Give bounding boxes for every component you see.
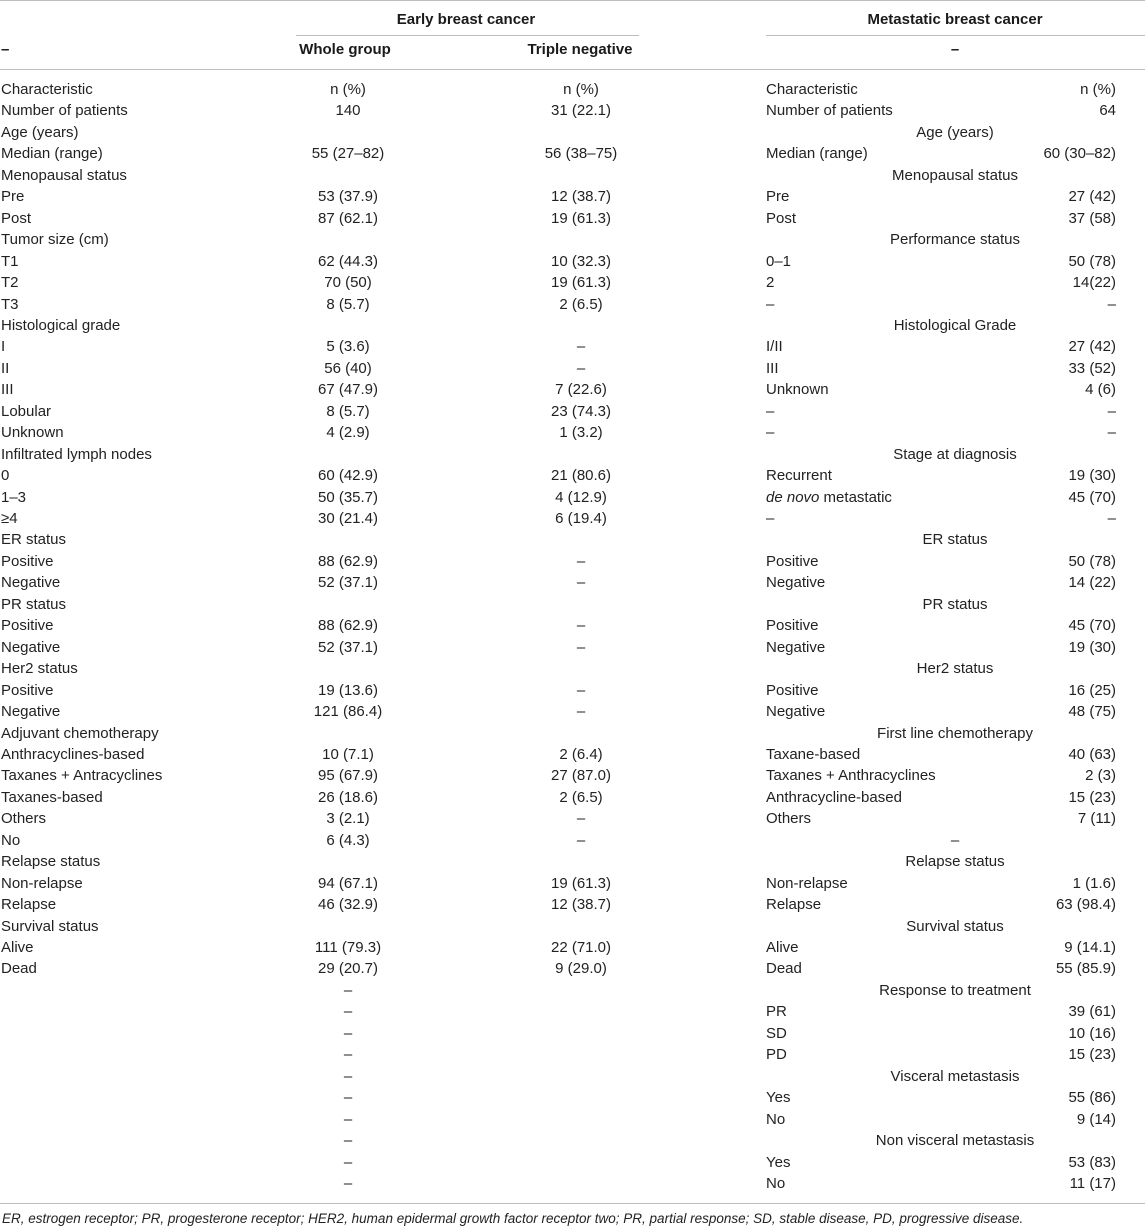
metastatic-value: 64: [1099, 102, 1116, 120]
whole-group-value: 140: [335, 102, 361, 120]
whole-group-value: 121 (86.4): [313, 703, 383, 721]
row-label: Infiltrated lymph nodes: [1, 445, 152, 463]
row-label: III: [1, 381, 14, 399]
metastatic-label: Taxane-based: [766, 745, 861, 763]
metastatic-section-label: Visceral metastasis: [890, 1067, 1020, 1085]
whole-group-value: 3 (2.1): [326, 810, 370, 828]
whole-group-value: 55 (27–82): [311, 145, 385, 163]
triple-negative-value: –: [576, 359, 586, 377]
triple-negative-value: –: [576, 638, 586, 656]
whole-group-value: –: [343, 981, 353, 999]
metastatic-value: 10 (16): [1068, 1024, 1116, 1042]
triple-negative-value: 31 (22.1): [550, 102, 612, 120]
metastatic-label: –: [766, 424, 775, 442]
whole-group-value: 52 (37.1): [317, 638, 379, 656]
metastatic-label: Negative: [766, 703, 826, 721]
row-label: Alive: [1, 939, 34, 956]
triple-negative-value: –: [576, 810, 586, 828]
whole-group-value: 88 (62.9): [317, 617, 379, 635]
triple-negative-value: –: [576, 703, 586, 721]
whole-group-value: 50 (35.7): [317, 488, 379, 506]
triple-negative-value: 2 (6.4): [559, 745, 603, 763]
metastatic-label: PR: [766, 1003, 787, 1021]
metastatic-section-label: –: [950, 831, 960, 849]
row-label: T2: [1, 274, 19, 292]
metastatic-label: Relapse: [766, 896, 822, 914]
metastatic-value: 55 (85.9): [1055, 960, 1116, 978]
triple-negative-value: 22 (71.0): [550, 939, 612, 956]
metastatic-value: 11 (17): [1069, 1174, 1116, 1192]
whole-group-value: 8 (5.7): [326, 402, 370, 420]
whole-group-value: –: [343, 1132, 353, 1150]
whole-group-value: 95 (67.9): [317, 767, 379, 785]
metastatic-label: –: [766, 295, 775, 313]
metastatic-label: Yes: [766, 1089, 791, 1107]
metastatic-label: Dead: [766, 960, 802, 978]
row-label: Positive: [1, 617, 54, 635]
metastatic-subheader-dash: –: [950, 41, 960, 58]
metastatic-value: 19 (30): [1068, 467, 1116, 485]
metastatic-value: 53 (83): [1068, 1153, 1116, 1171]
meta-group-rule: [766, 35, 1145, 36]
triple-negative-header: Triple negative: [527, 41, 633, 58]
metastatic-section-label: First line chemotherapy: [877, 724, 1033, 742]
row-label: Relapse status: [1, 853, 101, 871]
whole-group-value: 29 (20.7): [317, 960, 379, 978]
metastatic-label: [766, 488, 892, 508]
row-label: Tumor size (cm): [1, 231, 109, 249]
metastatic-section-label: Survival status: [906, 917, 1004, 935]
whole-group-value: 6 (4.3): [326, 831, 370, 849]
row-label: 1–3: [1, 488, 27, 506]
row-label: ≥4: [1, 510, 18, 527]
metastatic-value: 55 (86): [1068, 1089, 1116, 1107]
triple-negative-value: –: [576, 831, 586, 849]
row-label: Post: [1, 209, 32, 227]
metastatic-label-italic: de novo: [766, 488, 820, 506]
row-label: Non-relapse: [1, 874, 83, 892]
metastatic-section-label: Stage at diagnosis: [893, 445, 1017, 463]
whole-group-value: 111 (79.3): [314, 939, 382, 956]
metastatic-section-label: ER status: [922, 531, 988, 549]
metastatic-value: –: [1107, 510, 1116, 527]
header-bottom-rule: [0, 69, 1145, 70]
triple-negative-value: 2 (6.5): [559, 295, 603, 313]
metastatic-value: 16 (25): [1068, 681, 1116, 699]
metastatic-value: 48 (75): [1068, 703, 1116, 721]
triple-negative-value: 21 (80.6): [550, 467, 612, 485]
whole-group-value: 52 (37.1): [317, 574, 379, 592]
whole-group-value: 10 (7.1): [322, 745, 374, 763]
row-header-dash: –: [1, 41, 10, 58]
row-label: Histological grade: [1, 316, 121, 334]
row-label: ER status: [1, 531, 67, 549]
table-bottom-rule: [0, 1203, 1145, 1204]
metastatic-label: Non-relapse: [766, 874, 848, 892]
row-label: Positive: [1, 681, 54, 699]
whole-group-value: –: [343, 1089, 353, 1107]
metastatic-value: 45 (70): [1068, 617, 1116, 635]
whole-group-value: 46 (32.9): [317, 896, 379, 914]
row-label: T1: [1, 252, 19, 270]
metastatic-label: III: [766, 359, 779, 377]
row-label: Her2 status: [1, 660, 78, 678]
row-label: Lobular: [1, 402, 52, 420]
row-label: 0: [1, 467, 10, 485]
metastatic-value: 27 (42): [1068, 338, 1116, 356]
metastatic-value: 2 (3): [1085, 767, 1116, 785]
row-label: Characteristic: [1, 81, 93, 98]
table-footnote: ER, estrogen receptor; PR, progesterone receptor; HER2, human epidermal growth factor receptor two; PR, partial response; SD, stable disease, PD, progressive disease.: [2, 1211, 1024, 1226]
metastatic-label: SD: [766, 1024, 787, 1042]
metastatic-value: 15 (23): [1068, 1046, 1116, 1064]
metastatic-section-label: Performance status: [889, 231, 1021, 249]
metastatic-value: 9 (14.1): [1064, 939, 1116, 956]
metastatic-value: 4 (6): [1085, 381, 1116, 399]
metastatic-section-label: Histological Grade: [893, 316, 1017, 334]
whole-group-value: 30 (21.4): [317, 510, 379, 527]
triple-negative-value: n (%): [563, 81, 599, 98]
row-label: T3: [1, 295, 19, 313]
metastatic-section-label: Non visceral metastasis: [875, 1132, 1035, 1150]
whole-group-value: 62 (44.3): [317, 252, 379, 270]
row-label: Relapse: [1, 896, 57, 914]
row-label: Age (years): [1, 123, 79, 141]
metastatic-label: No: [766, 1174, 786, 1192]
metastatic-section-label: Response to treatment: [879, 981, 1031, 999]
row-label: Taxanes + Antracyclines: [1, 767, 163, 785]
whole-group-value: 19 (13.6): [317, 681, 379, 699]
metastatic-section-label: Her2 status: [916, 660, 994, 678]
whole-group-header: Whole group: [299, 41, 391, 58]
metastatic-value: 39 (61): [1068, 1003, 1116, 1021]
triple-negative-value: –: [576, 617, 586, 635]
metastatic-value: 33 (52): [1068, 359, 1116, 377]
triple-negative-value: –: [576, 574, 586, 592]
metastatic-value: 45 (70): [1068, 488, 1116, 506]
metastatic-value: 37 (58): [1068, 209, 1116, 227]
metastatic-label: Unknown: [766, 381, 829, 399]
metastatic-value: 9 (14): [1076, 1110, 1116, 1128]
whole-group-value: –: [343, 1003, 353, 1021]
metastatic-label: Pre: [766, 188, 790, 206]
whole-group-value: 5 (3.6): [326, 338, 370, 356]
row-label: Negative: [1, 574, 61, 592]
metastatic-value: 50 (78): [1068, 552, 1116, 570]
metastatic-breast-cancer-header: Metastatic breast cancer: [867, 11, 1043, 28]
metastatic-value: 14(22): [1072, 274, 1116, 292]
row-label: PR status: [1, 595, 67, 613]
top-rule: [0, 0, 1145, 1]
metastatic-value: 40 (63): [1068, 745, 1116, 763]
metastatic-label: Yes: [766, 1153, 791, 1171]
row-label: II: [1, 359, 10, 377]
whole-group-value: 4 (2.9): [326, 424, 370, 442]
triple-negative-value: 2 (6.5): [559, 788, 603, 806]
metastatic-value: 63 (98.4): [1055, 896, 1116, 914]
metastatic-label: Taxanes + Anthracyclines: [766, 767, 936, 785]
whole-group-value: 67 (47.9): [317, 381, 379, 399]
whole-group-value: –: [343, 1174, 353, 1192]
row-label: Survival status: [1, 917, 99, 935]
row-label: Menopausal status: [1, 166, 127, 184]
triple-negative-value: 27 (87.0): [550, 767, 612, 785]
row-label: Anthracyclines-based: [1, 745, 145, 763]
triple-negative-value: 19 (61.3): [550, 209, 612, 227]
metastatic-label: Positive: [766, 552, 819, 570]
row-label: Median (range): [1, 145, 103, 163]
whole-group-value: 88 (62.9): [317, 552, 379, 570]
early-group-rule: [296, 35, 639, 36]
metastatic-value: 27 (42): [1068, 188, 1116, 206]
triple-negative-value: 23 (74.3): [550, 402, 612, 420]
metastatic-value: –: [1107, 402, 1116, 420]
triple-negative-value: –: [576, 552, 586, 570]
row-label: No: [1, 831, 21, 849]
metastatic-label: Negative: [766, 638, 826, 656]
triple-negative-value: 9 (29.0): [555, 960, 607, 978]
row-label: Taxanes-based: [1, 788, 103, 806]
triple-negative-value: –: [576, 681, 586, 699]
row-label: Unknown: [1, 424, 64, 442]
metastatic-value: 7 (11): [1077, 810, 1116, 828]
whole-group-value: –: [343, 1110, 353, 1128]
row-label: Negative: [1, 638, 61, 656]
metastatic-label: Characteristic: [766, 81, 858, 98]
metastatic-label: –: [766, 402, 775, 420]
metastatic-value: –: [1107, 295, 1116, 313]
metastatic-label: Number of patients: [766, 102, 893, 120]
triple-negative-value: 1 (3.2): [559, 424, 603, 442]
metastatic-label: Negative: [766, 574, 826, 592]
metastatic-section-label: Relapse status: [905, 853, 1005, 871]
triple-negative-value: 10 (32.3): [550, 252, 612, 270]
metastatic-section-label: Menopausal status: [892, 166, 1018, 184]
triple-negative-value: 12 (38.7): [550, 188, 612, 206]
metastatic-label: 0–1: [766, 252, 792, 270]
metastatic-label: Anthracycline-based: [766, 788, 902, 806]
row-label: Number of patients: [1, 102, 128, 120]
metastatic-label: Post: [766, 209, 797, 227]
row-label: Pre: [1, 188, 25, 206]
row-label: Dead: [1, 960, 37, 978]
triple-negative-value: 6 (19.4): [555, 510, 607, 527]
whole-group-value: 26 (18.6): [317, 788, 379, 806]
triple-negative-value: –: [576, 338, 586, 356]
metastatic-label: Others: [766, 810, 812, 828]
triple-negative-value: 7 (22.6): [555, 381, 607, 399]
early-breast-cancer-header: Early breast cancer: [396, 11, 536, 28]
whole-group-value: –: [343, 1024, 353, 1042]
metastatic-label: I/II: [766, 338, 783, 356]
whole-group-value: –: [343, 1153, 353, 1171]
metastatic-label: 2: [766, 274, 775, 292]
metastatic-label: No: [766, 1110, 786, 1128]
metastatic-label-rest: metastatic: [819, 488, 892, 506]
metastatic-label: PD: [766, 1046, 787, 1064]
row-label: Others: [1, 810, 47, 828]
whole-group-value: –: [343, 1046, 353, 1064]
whole-group-value: 94 (67.1): [317, 874, 379, 892]
triple-negative-value: 12 (38.7): [550, 896, 612, 914]
whole-group-value: 56 (40): [324, 359, 372, 377]
metastatic-section-label: PR status: [922, 595, 988, 613]
metastatic-label: Positive: [766, 681, 819, 699]
metastatic-value: 14 (22): [1068, 574, 1116, 592]
triple-negative-value: 4 (12.9): [555, 488, 607, 506]
whole-group-value: 8 (5.7): [326, 295, 370, 313]
metastatic-value: n (%): [1080, 81, 1116, 98]
whole-group-value: 70 (50): [324, 274, 372, 292]
row-label: Positive: [1, 552, 54, 570]
metastatic-value: 15 (23): [1068, 788, 1116, 806]
whole-group-value: 60 (42.9): [317, 467, 379, 485]
metastatic-value: 50 (78): [1068, 252, 1116, 270]
triple-negative-value: 19 (61.3): [550, 274, 612, 292]
whole-group-value: 53 (37.9): [317, 188, 379, 206]
metastatic-label: –: [766, 510, 775, 527]
metastatic-value: 19 (30): [1068, 638, 1116, 656]
row-label: Negative: [1, 703, 61, 721]
metastatic-value: –: [1107, 424, 1116, 442]
triple-negative-value: 56 (38–75): [544, 145, 618, 163]
metastatic-value: 1 (1.6): [1072, 874, 1116, 892]
metastatic-section-label: Age (years): [916, 123, 994, 141]
row-label: Adjuvant chemotherapy: [1, 724, 159, 742]
metastatic-label: Alive: [766, 939, 799, 956]
metastatic-label: Median (range): [766, 145, 868, 163]
row-label: I: [1, 338, 6, 356]
metastatic-value: 60 (30–82): [1043, 145, 1116, 163]
metastatic-label: Positive: [766, 617, 819, 635]
metastatic-label: Recurrent: [766, 467, 832, 485]
whole-group-value: –: [343, 1067, 353, 1085]
whole-group-value: 87 (62.1): [317, 209, 379, 227]
whole-group-value: n (%): [330, 81, 366, 98]
triple-negative-value: 19 (61.3): [550, 874, 612, 892]
